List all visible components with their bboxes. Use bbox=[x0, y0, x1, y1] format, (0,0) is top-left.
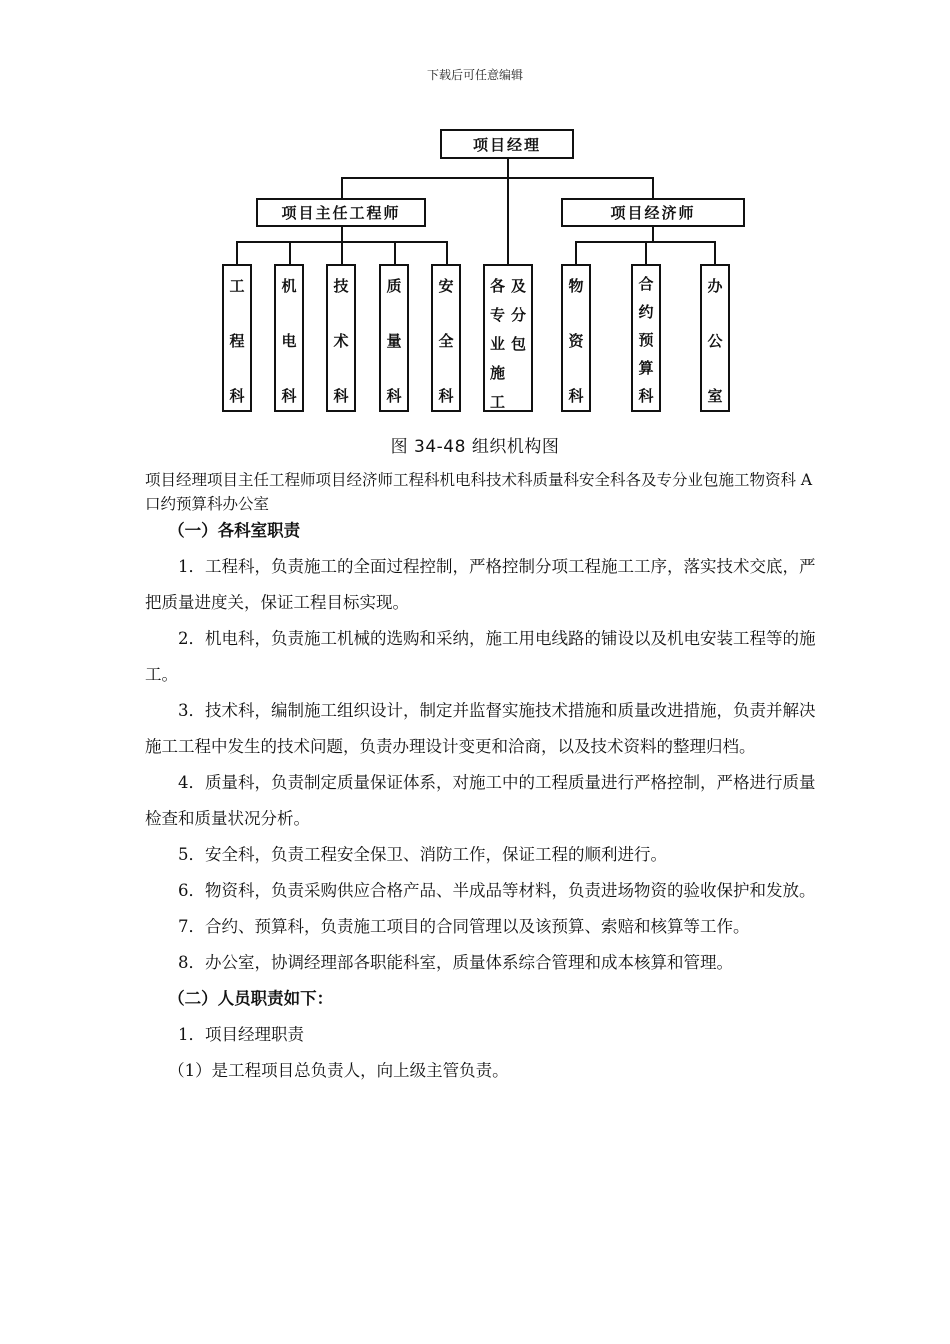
duty-paragraph: 1．工程科，负责施工的全面过程控制，严格控制分项工程施工工序，落实技术交底，严把质量进度关，保证工程目标实现。 bbox=[145, 557, 816, 612]
box-materials-dept: 物 资 科 bbox=[561, 264, 591, 412]
connector bbox=[341, 226, 343, 242]
connector bbox=[446, 241, 448, 264]
connector bbox=[652, 177, 654, 198]
org-chart bbox=[0, 0, 950, 470]
flattened-chart-text: 项目经理项目主任工程师项目经济师工程科机电科技术科质量科安全科各及专分业包施工物资科 A 口约预算科办公室 bbox=[145, 471, 813, 513]
box-subcontractors: 各 及 专 分 业 包 施 工 bbox=[483, 264, 533, 412]
header-note: 下载后可任意编辑 bbox=[426, 68, 523, 82]
connector bbox=[236, 241, 238, 264]
box-chief-engineer bbox=[256, 198, 426, 227]
box-quality-dept: 质 量 科 bbox=[379, 264, 409, 412]
box-project-manager bbox=[440, 129, 574, 159]
box-economist bbox=[561, 198, 745, 227]
box-label: 项目经济师 bbox=[610, 204, 696, 222]
duty-paragraph: 3．技术科，编制施工组织设计，制定并监督实施技术措施和质量改进措施，负责并解决施工工程中发生的技术问题，负责办理设计变更和洽商，以及技术资料的整理归档。 bbox=[145, 701, 816, 756]
connector bbox=[507, 157, 509, 265]
connector bbox=[341, 177, 653, 179]
box-contract-budget-dept: 合 约 预 算 科 bbox=[631, 264, 661, 412]
section-title: （二）人员职责如下： bbox=[168, 989, 334, 1008]
box-technical-dept: 技 术 科 bbox=[326, 264, 356, 412]
body-text bbox=[145, 513, 820, 1089]
duty-paragraph: 8．办公室，协调经理部各职能科室，质量体系综合管理和成本核算和管理。 bbox=[178, 953, 733, 972]
box-electromechanical-dept: 机 电 科 bbox=[274, 264, 304, 412]
connector bbox=[645, 241, 647, 264]
box-label: 项目经理 bbox=[472, 135, 541, 154]
box-engineering-dept: 工 程 科 bbox=[222, 264, 252, 412]
subsection-title: 1．项目经理职责 bbox=[178, 1025, 304, 1044]
connector bbox=[714, 241, 716, 264]
connector bbox=[394, 241, 396, 264]
duty-paragraph: 6．物资科，负责采购供应合格产品、半成品等材料，负责进场物资的验收保护和发放。 bbox=[178, 881, 816, 900]
duty-paragraph: 2．机电科，负责施工机械的选购和采纳，施工用电线路的铺设以及机电安装工程等的施工。 bbox=[145, 629, 816, 684]
list-item: （1）是工程项目总负责人，向上级主管负责。 bbox=[168, 1061, 509, 1080]
connector bbox=[289, 241, 291, 264]
duty-paragraph: 7．合约、预算科，负责施工项目的合同管理以及该预算、索赔和核算等工作。 bbox=[178, 917, 750, 936]
connector bbox=[341, 241, 343, 264]
connector bbox=[652, 226, 654, 242]
connector bbox=[341, 177, 343, 198]
figure-caption: 图 34-48 组织机构图 bbox=[390, 437, 560, 457]
duty-paragraph: 4．质量科，负责制定质量保证体系，对施工中的工程质量进行严格控制，严格进行质量检查和质量状况分析。 bbox=[145, 773, 816, 828]
section-title: （一）各科室职责 bbox=[168, 521, 301, 540]
box-label: 项目主任工程师 bbox=[281, 204, 401, 222]
box-safety-dept: 安 全 科 bbox=[431, 264, 461, 412]
connector bbox=[575, 241, 577, 264]
duty-paragraph: 5．安全科，负责工程安全保卫、消防工作，保证工程的顺利进行。 bbox=[178, 845, 667, 864]
box-office: 办 公 室 bbox=[700, 264, 730, 412]
